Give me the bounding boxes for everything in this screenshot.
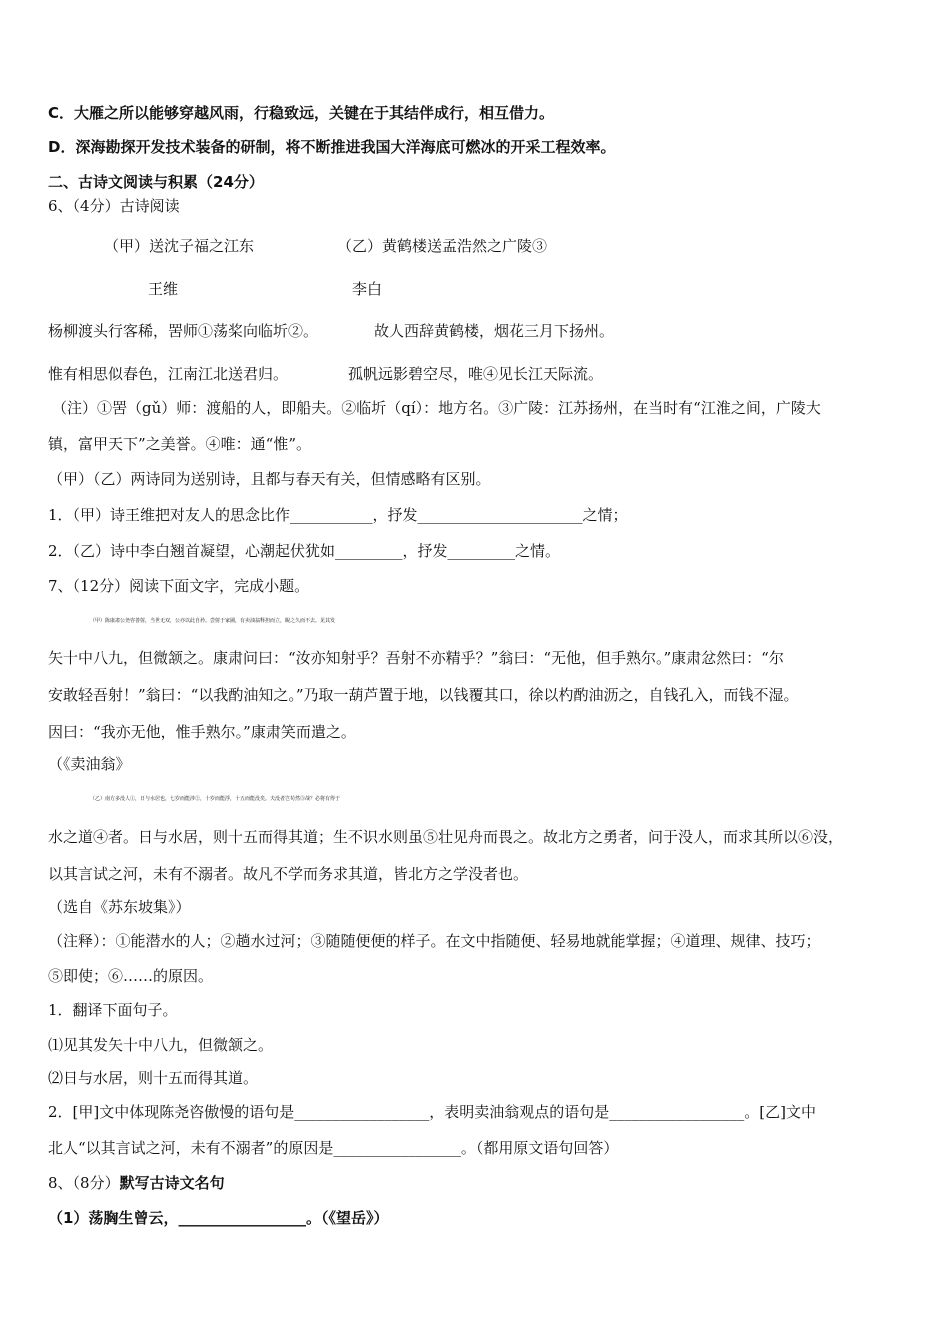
poem-yi-line1: 故人西辞黄鹤楼，烟花三月下扬州。 [374, 322, 615, 340]
q8-header [48, 1173, 908, 1193]
q7-notes-line2: ⑤即使；⑥……的原因。 [48, 967, 214, 985]
poem-yi-line2: 孤帆远影碧空尽，唯④见长江天际流。 [348, 365, 604, 383]
q7-notes-line1: （注释）：①能潜水的人；②趟水过河；③随随便便的样子。在文中指随便、轻易地就能掌握；④道理、规律、技巧； [48, 932, 821, 950]
poem-yi-title: （乙）黄鹤楼送孟浩然之广陵③ [337, 237, 548, 255]
q7-sub1: 1．翻译下面句子。 [48, 1001, 178, 1019]
q7-sub1-b: ⑵日与水居，则十五而得其道。 [48, 1069, 259, 1087]
q7-jia-line2: 矢十中八九，但微颔之。康肃问曰：“汝亦知射乎？吾射不亦精乎？”翁曰：“无他，但手熟尔。”康肃忿然曰：“尔 [48, 649, 784, 667]
poem-jia-title: （甲）送沈子福之江东 [104, 237, 255, 255]
q8-header-title: 默写古诗文名句 [119, 1174, 225, 1192]
section-heading: 二、古诗文阅读与积累（24分） [48, 173, 264, 191]
q6-intro: （甲）（乙）两诗同为送别诗，且都与春天有关，但情感略有区别。 [48, 470, 491, 488]
q7-yi-source: （选自《苏东坡集》） [48, 898, 191, 916]
poem-jia-line2: 惟有相思似春色，江南江北送君归。 [48, 365, 289, 383]
poem-jia-author: 王维 [148, 280, 179, 298]
q7-sub2-line2: 北人“以其言试之河，未有不溺者”的原因是_________________。（都用原文语句回答） [48, 1139, 619, 1157]
q7-yi-line2: 水之道④者。日与水居，则十五而得其道；生不识水则虽⑤壮见舟而畏之。故北方之勇者，问于没人，而求其所以⑥没， [48, 828, 844, 846]
q8-header-prefix: 8、（8分） [48, 1174, 120, 1192]
q6-sub2: 2．（乙）诗中李白翘首凝望，心潮起伏犹如_________，抒发_________之情。 [48, 542, 561, 560]
q6-sub1: 1．（甲）诗王维把对友人的思念比作___________，抒发______________________之情； [48, 506, 628, 524]
option-d: D．深海勘探开发技术装备的研制，将不断推进我国大洋海底可燃冰的开采工程效率。 [48, 138, 616, 156]
q7-sub1-a: ⑴见其发矢十中八九，但微颔之。 [48, 1036, 274, 1054]
q7-yi-line3: 以其言试之河，未有不溺者。故凡不学而务求其道，皆北方之学没者也。 [48, 865, 529, 883]
q6-notes-line1: （注）①罟（gǔ）师：渡船的人，即船夫。②临圻（qí）：地方名。③广陵：江苏扬州，在当时有“江淮之间，广陵大 [52, 399, 821, 417]
poem-yi-author: 李白 [352, 280, 383, 298]
q7-jia-line1: （甲）陈康肃公尧咨善射，当世无双，公亦以此自矜。尝射于家圃，有卖油翁释担而立，睨之久而不去。见其发 [90, 618, 336, 624]
q7-header: 7、（12分）阅读下面文字，完成小题。 [48, 577, 310, 595]
q7-jia-line3: 安敢轻吾射！”翁曰：“以我酌油知之。”乃取一葫芦置于地，以钱覆其口，徐以杓酌油沥之，自钱孔入，而钱不湿。 [48, 686, 799, 704]
q6-notes-line2: 镇，富甲天下”之美誉。④唯：通“惟”。 [48, 435, 312, 453]
option-c: C．大雁之所以能够穿越风雨，行稳致远，关键在于其结伴成行，相互借力。 [48, 104, 555, 122]
q8-item1: （1）荡胸生曾云，_________________。（《望岳》） [48, 1209, 389, 1227]
poem-jia-line1: 杨柳渡头行客稀，罟师①荡桨向临圻②。 [48, 322, 319, 340]
q7-sub2-line1: 2．[甲]文中体现陈尧咨傲慢的语句是__________________，表明卖油翁观点的语句是__________________。[乙]文中 [48, 1103, 816, 1121]
q6-header: 6、（4分）古诗阅读 [48, 197, 180, 215]
q7-jia-source: （《卖油翁》 [48, 755, 131, 773]
q7-yi-line1: （乙）南方多没人①，日与水居也，七岁而能涉②，十岁而能浮，十五而能没矣。夫没者岂苟然③哉？必将有得于 [90, 796, 341, 802]
q7-jia-line4: 因曰：“我亦无他，惟手熟尔。”康肃笑而遣之。 [48, 723, 356, 741]
